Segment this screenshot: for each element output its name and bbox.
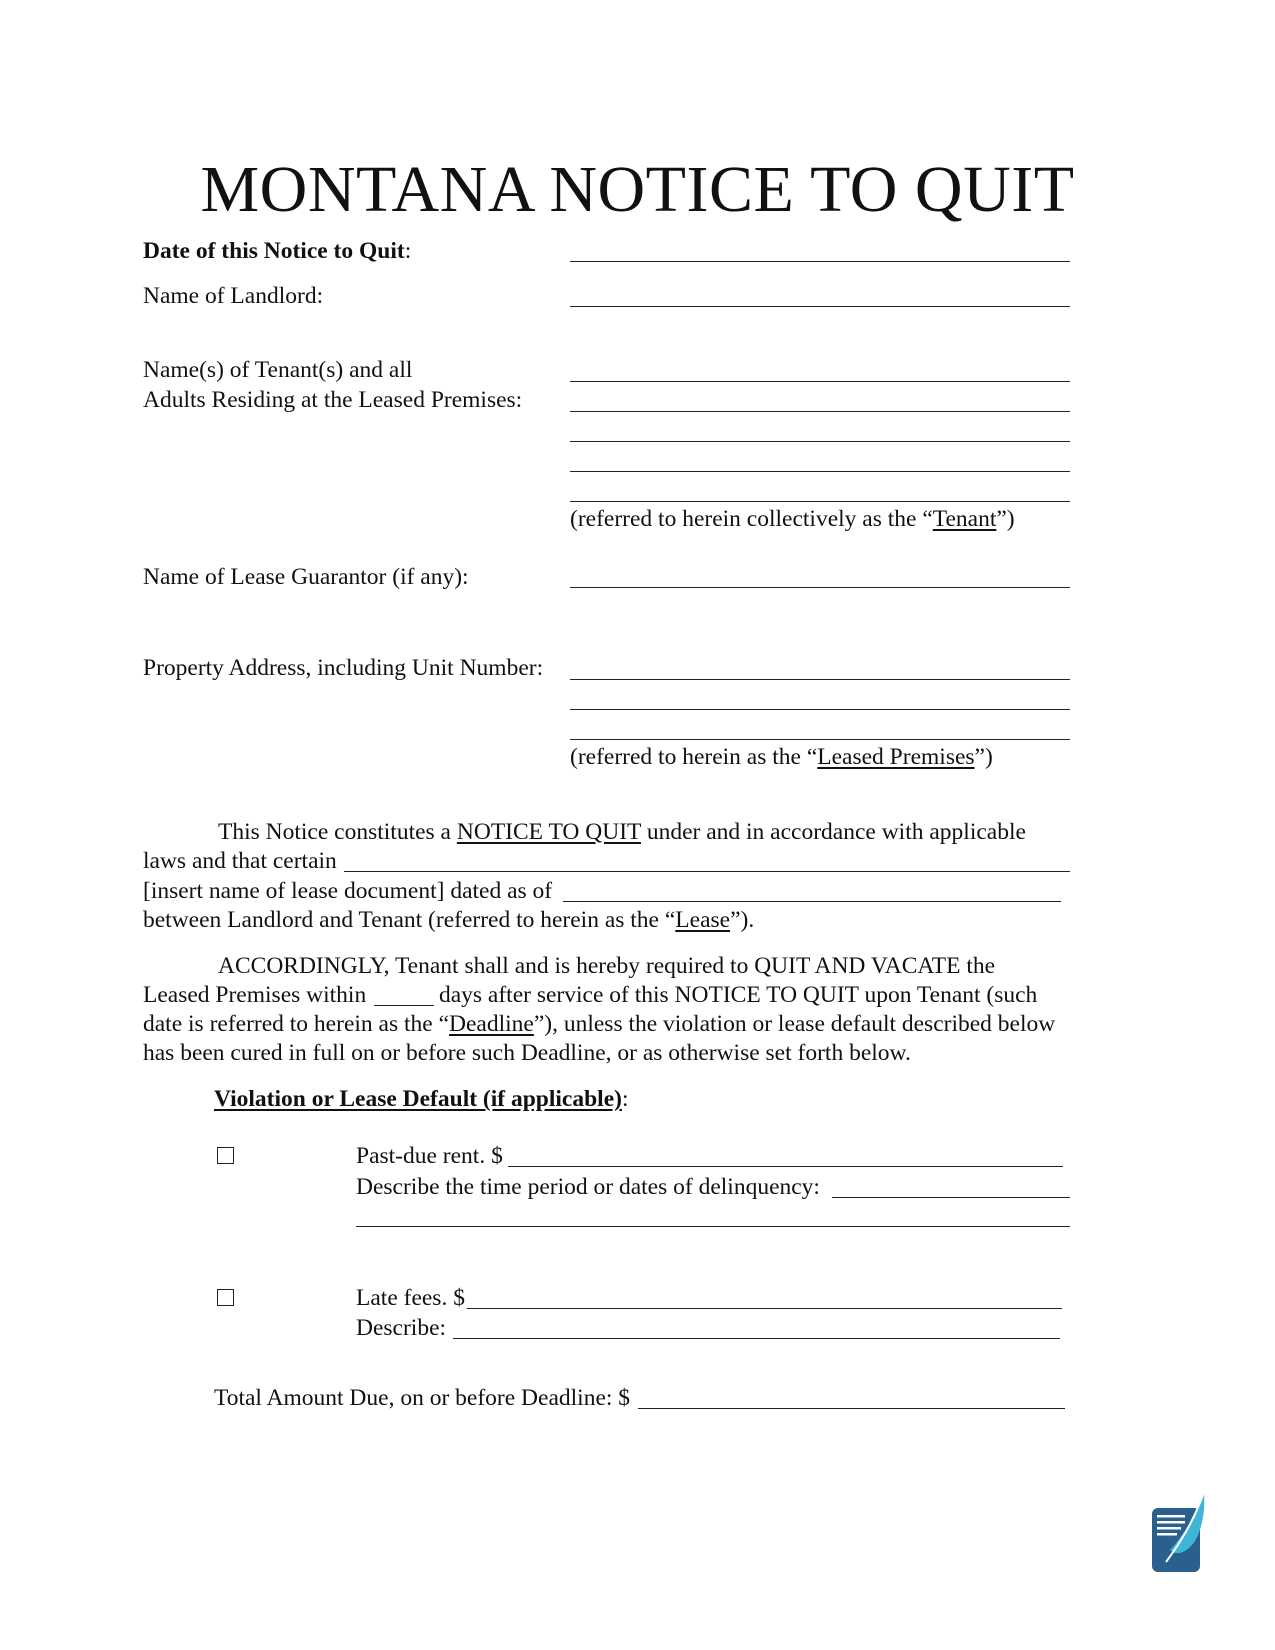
para1-l4-a: between Landlord and Tenant (referred to herein as the “ [143, 907, 676, 933]
tenant-blank-3[interactable] [570, 441, 1070, 442]
tenant-note-term: Tenant [932, 506, 997, 532]
tenant-blank-1[interactable] [570, 381, 1070, 382]
para1-l1-a: This Notice constitutes a [218, 819, 457, 845]
para2-l1: ACCORDINGLY, Tenant shall and is hereby required to QUIT AND VACATE the [218, 953, 996, 979]
para1-line4 [143, 905, 754, 935]
tenant-blank-2[interactable] [570, 411, 1070, 412]
landlord-blank[interactable] [570, 306, 1070, 307]
para2-l3-b: ”), unless the violation or lease default described below [533, 1011, 1056, 1037]
past-due-checkbox[interactable] [217, 1147, 234, 1164]
date-label: Date of this Notice to Quit [143, 238, 405, 264]
describe-label: Describe: [356, 1315, 447, 1341]
logo-line-1 [1157, 1515, 1185, 1518]
para2-l3-term: Deadline [449, 1011, 534, 1037]
late-fees-label: Late fees. $ [356, 1285, 465, 1311]
delinquency-blank-2[interactable] [356, 1226, 1070, 1227]
logo-line-4 [1157, 1533, 1177, 1536]
describe-blank[interactable] [453, 1338, 1060, 1339]
delinquency-blank-1[interactable] [832, 1197, 1070, 1198]
document-feather-icon [1148, 1490, 1208, 1576]
tenant-note-suffix: ”) [996, 506, 1015, 532]
total-amount-blank[interactable] [638, 1408, 1065, 1409]
date-blank[interactable] [570, 261, 1070, 262]
total-label: Total Amount Due, on or before Deadline: $ [214, 1385, 631, 1411]
premises-note-term: Leased Premises [817, 744, 975, 770]
past-due-amount-blank[interactable] [508, 1166, 1063, 1167]
para1-l4-term: Lease [675, 907, 731, 933]
property-blank-2[interactable] [570, 709, 1070, 710]
property-label: Property Address, including Unit Number: [143, 655, 544, 681]
para1-line1 [143, 817, 1026, 847]
para1-l4-b: ”). [730, 907, 755, 933]
date-label-colon: : [404, 238, 412, 264]
para2-l4: has been cured in full on or before such Deadline, or as otherwise set forth below. [143, 1040, 911, 1066]
late-fees-checkbox[interactable] [217, 1289, 234, 1306]
logo-line-2 [1157, 1521, 1185, 1524]
para2-l2-b: days after service of this NOTICE TO QUIT upon Tenant (such [433, 982, 1038, 1008]
late-fees-amount-blank[interactable] [467, 1308, 1062, 1309]
para1-l2: laws and that certain [143, 848, 337, 874]
para2-l3-a: date is referred to herein as the “ [143, 1011, 449, 1037]
tenant-note [570, 504, 1015, 534]
para1-l1-b: under and in accordance with applicable [640, 819, 1026, 845]
days-blank[interactable] [374, 1005, 434, 1006]
date-label-row [143, 236, 411, 266]
property-blank-3[interactable] [570, 739, 1070, 740]
page-title: MONTANA NOTICE TO QUIT [200, 153, 1075, 226]
para1-l1-term: NOTICE TO QUIT [456, 819, 641, 845]
para2-line1 [143, 951, 995, 981]
premises-note [570, 742, 993, 772]
violation-heading-row [214, 1084, 629, 1114]
violation-heading: Violation or Lease Default (if applicable) [214, 1086, 622, 1112]
para2-line2 [143, 980, 1037, 1010]
tenant-blank-4[interactable] [570, 471, 1070, 472]
violation-heading-colon: : [621, 1086, 629, 1112]
tenant-note-prefix: (referred to herein collectively as the “ [570, 506, 933, 532]
guarantor-label: Name of Lease Guarantor (if any): [143, 564, 469, 590]
lease-name-blank[interactable] [344, 871, 1070, 872]
tenant-blank-5[interactable] [570, 501, 1070, 502]
premises-note-suffix: ”) [974, 744, 993, 770]
delinquency-label: Describe the time period or dates of delinquency: [356, 1174, 820, 1200]
lease-date-blank[interactable] [563, 901, 1061, 902]
premises-note-prefix: (referred to herein as the “ [570, 744, 818, 770]
para1-l3: [insert name of lease document] dated as of [143, 878, 553, 904]
para2-line3 [143, 1009, 1055, 1039]
property-blank-1[interactable] [570, 679, 1070, 680]
para2-l2-a: Leased Premises within [143, 982, 373, 1008]
landlord-label: Name of Landlord: [143, 283, 324, 309]
logo-line-3 [1157, 1527, 1181, 1530]
past-due-label: Past-due rent. $ [356, 1143, 503, 1169]
logo-svg [1148, 1490, 1208, 1576]
tenants-label-line1: Name(s) of Tenant(s) and all [143, 357, 413, 383]
guarantor-blank[interactable] [570, 587, 1070, 588]
tenants-label-line2: Adults Residing at the Leased Premises: [143, 387, 523, 413]
